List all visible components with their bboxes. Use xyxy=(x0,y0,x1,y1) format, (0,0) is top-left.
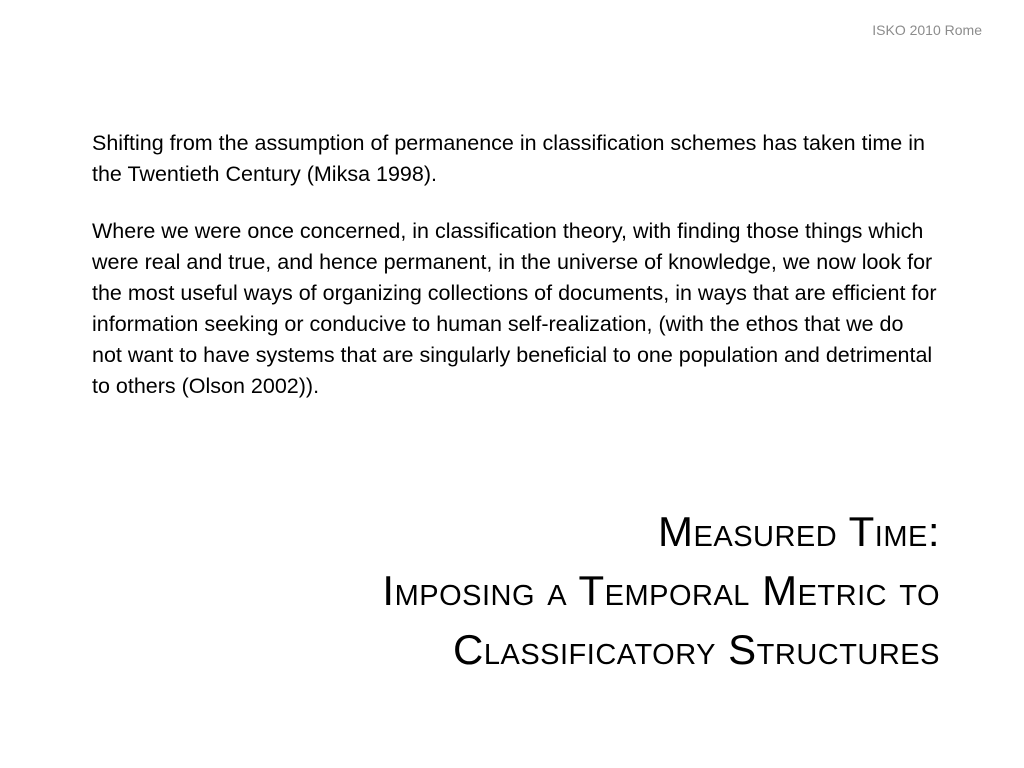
conference-tag: ISKO 2010 Rome xyxy=(872,22,982,38)
body-paragraph-1: Shifting from the assumption of permanence in classification schemes has taken time in the Twentieth Century (Miksa 1998). xyxy=(92,131,925,186)
slide-title xyxy=(180,502,940,679)
title-line-3: Classificatory Structures xyxy=(453,626,940,673)
body-paragraph-2: Where we were once concerned, in classification theory, with finding those things which were real and true, and hence permanent, in the universe of knowledge, we now look for the most useful ways of organizing collections of documents, in ways that are efficient for information seeking or conducive to human self-realization, (with the ethos that we do not want to have systems that are singularly beneficial to one population and detrimental to others (Olson 2002)). xyxy=(92,219,937,398)
title-line-2: Imposing a Temporal Metric to xyxy=(382,567,940,614)
slide-body-text xyxy=(92,128,937,428)
title-line-1: Measured Time: xyxy=(658,508,940,555)
